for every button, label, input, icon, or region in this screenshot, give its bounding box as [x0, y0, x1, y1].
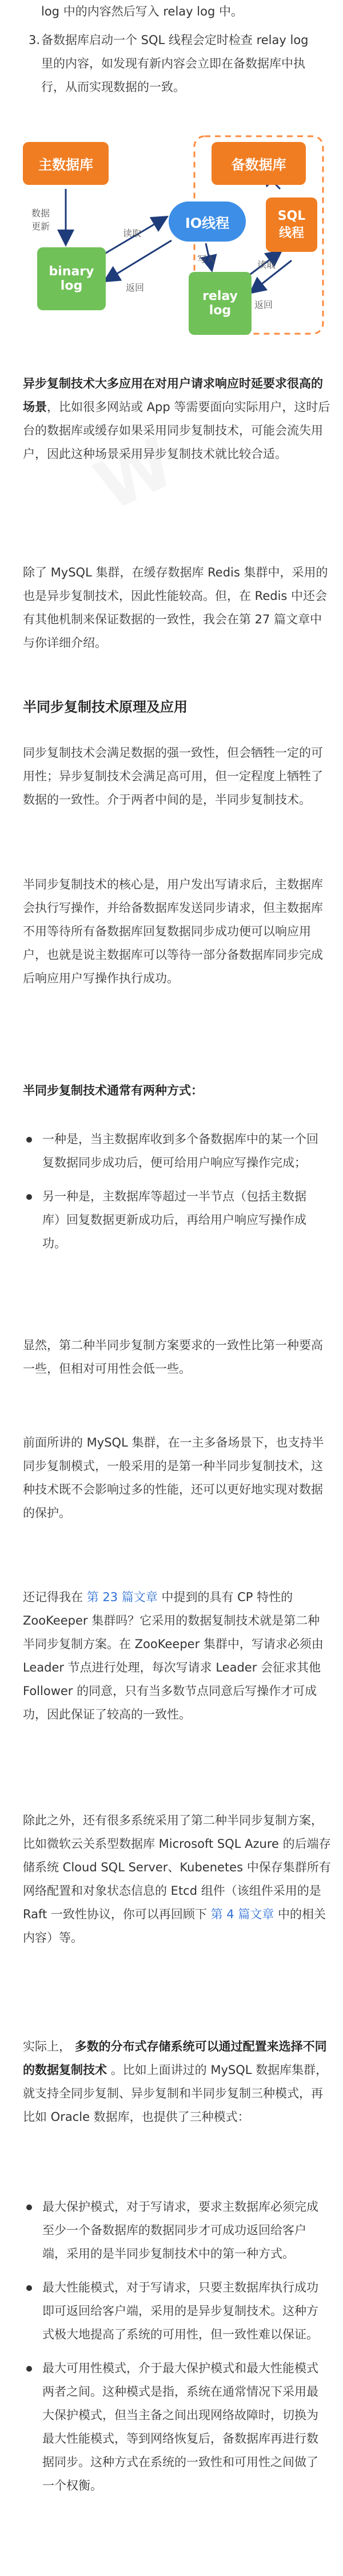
- label-return: 返回: [126, 282, 145, 293]
- relay-log-box: relay log: [189, 272, 252, 335]
- label-data-update: 数据 更新: [31, 208, 50, 232]
- io-thread-ellipse: IO线程: [169, 202, 246, 242]
- list-text: 备数据库启动一个 SQL 线程会定时检查 relay log 里的内容，如发现有新内容会立即在备数据库中执行，从而实现数据的一致。: [41, 33, 309, 94]
- label-return-relay: 返回: [254, 299, 273, 310]
- async-usage-paragraph: 异步复制技术大多应用在对用户请求响应时延要求很高的场景，比如很多网站或 App 等需要面向实际用户，这时后台的数据库或缓存如果采用同步复制技术，可能会流失用户，因此这种场景采用异步复制技术就比较合适。: [23, 377, 330, 461]
- method-1: 一种是，当主数据库收到多个备数据库中的某一个回复数据同步成功后，便可给用户响应写操作完成；: [23, 1128, 320, 1175]
- semi-sync-title: 半同步复制技术原理及应用: [23, 699, 188, 715]
- redis-paragraph: 除了 MySQL 集群，在缓存数据库 Redis 集群中，采用的也是异步复制技术，因此性能较高。但，在 Redis 中还会有其他机制来保证数据的一致性，我会在第 27 篇文章中与你详细介绍。: [23, 566, 328, 650]
- intro-tail: log 中的内容然后写入 relay log 中。: [41, 5, 243, 18]
- backup-db-box: 备数据库: [212, 142, 306, 185]
- primary-db-box: 主数据库: [23, 142, 109, 185]
- list-item-3: [23, 29, 320, 99]
- sql-thread-box: SQL 线程: [266, 197, 317, 252]
- oracle-modes-list: [23, 2195, 320, 2508]
- label-read-relay: 读取: [257, 259, 276, 270]
- label-write: 写入: [197, 254, 216, 264]
- label-read: 读取: [123, 228, 142, 239]
- list-number: 3.: [29, 33, 41, 47]
- other-systems-paragraph: 除此之外，还有很多系统采用了第二种半同步复制方案，比如微软云关系型数据库 Microsoft SQL Azure 的后端存储系统 Cloud SQL Server、Kubenetes 中保存集群所有网络配置和对象状态信息的 Etcd 组件（该组件采用的是 Raft 一致性协议，你可以再回顾下 第 4 篇文章 中的相关内容）等。: [23, 1814, 331, 1945]
- comparison-paragraph: 显然，第二种半同步复制方案要求的一致性比第一种要高一些，但相对可用性会低一些。: [23, 1338, 323, 1376]
- zookeeper-paragraph: 还记得我在 第 23 篇文章 中提到的具有 CP 特性的 ZooKeeper 集群吗？它采用的数据复制技术就是第二种半同步复制方案。在 ZooKeeper 集群中，写请求必须由 Leader 节点进行处理，每次写请求 Leader 会征求其他 Follower 的同意，只有当多数节点同意后写操作才可成功，因此保证了较高的一致性。: [23, 1590, 324, 1721]
- article-23-link[interactable]: 第 23 篇文章: [86, 1590, 158, 1604]
- configurable-paragraph: 实际上， 多数的分布式存储系统可以通过配置来选择不同的数据复制技术 。比如上面讲过的 MySQL 数据库集群，就支持全同步复制、异步复制和半同步复制三种模式，再比如 Oracle 数据库，也提供了三种模式：: [23, 2040, 328, 2124]
- method-2: 另一种是，主数据库等超过一半节点（包括主数据库）回复数据更新成功后，再给用户响应写操作成功。: [23, 1185, 320, 1255]
- oracle-max-performance: 最大性能模式，对于写请求，只要主数据库执行成功即可返回给客户端，采用的是异步复制技术。这种方式极大地提高了系统的可用性，但一致性难以保证。: [23, 2276, 320, 2346]
- semi-sync-methods-list: [23, 1128, 320, 1266]
- binary-log-box: binary log: [37, 247, 106, 310]
- article-4-link[interactable]: 第 4 篇文章: [210, 1907, 274, 1921]
- semi-sync-core: 半同步复制技术的核心是，用户发出写请求后，主数据库会执行写操作，并给备数据库发送同步请求，但主数据库不用等待所有备数据库回复数据同步成功便可以响应用户，也就是说主数据库可以等待一部分备数据库同步完成后响应用户写操作执行成功。: [23, 878, 323, 985]
- semi-sync-methods-title: 半同步复制技术通常有两种方式：: [23, 1084, 203, 1097]
- oracle-max-protection: 最大保护模式，对于写请求，要求主数据库必须完成至少一个备数据库的数据同步才可成功返回给客户端，采用的是半同步复制技术中的第一种方式。: [23, 2195, 320, 2266]
- mysql-paragraph: 前面所讲的 MySQL 集群，在一主多备场景下，也支持半同步复制模式，一般采用的是第一种半同步复制技术，这种技术既不会影响过多的性能，还可以更好地实现对数据的保护。: [23, 1436, 324, 1520]
- semi-sync-intro: 同步复制技术会满足数据的强一致性，但会牺牲一定的可用性；异步复制技术会满足高可用，但一定程度上牺牲了数据的一致性。介于两者中间的是，半同步复制技术。: [23, 746, 323, 807]
- oracle-max-availability: 最大可用性模式，介于最大保护模式和最大性能模式两者之间。这种模式是指，系统在通常情况下采用最大保护模式，但当主备之间出现网络故障时，切换为最大性能模式，等到网络恢复后，备数据库再进行数据同步。这种方式在系统的一致性和可用性之间做了一个权衡。: [23, 2357, 320, 2498]
